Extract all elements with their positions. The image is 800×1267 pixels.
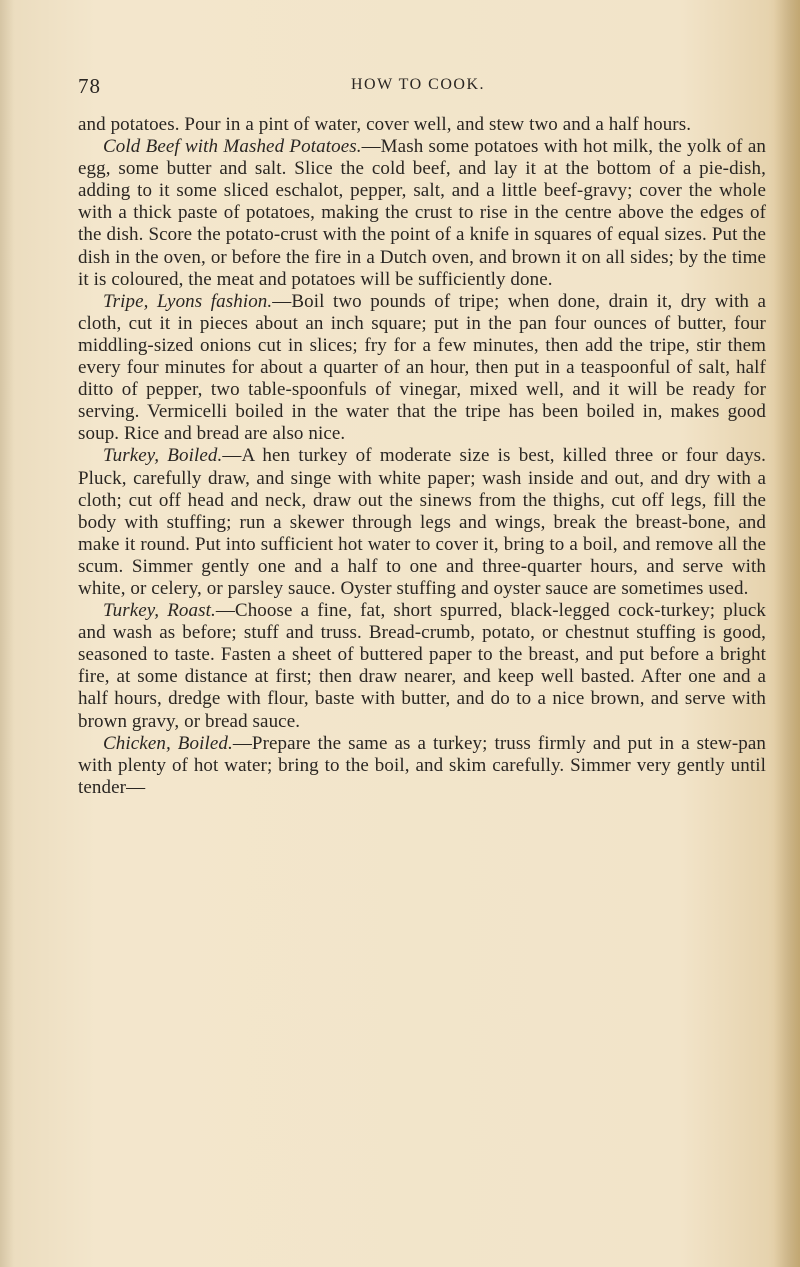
recipe-heading: Chicken, Boiled. <box>103 732 233 754</box>
recipe-body: —A hen turkey of moderate size is best, killed three or four days. Pluck, carefully draw, and singe with white paper; wash inside and out, and dry with a cloth; cut off head and neck, draw out the sinews from the thighs, cut off legs, fill the body with stuffing; run a skewer through legs and wings, break the breast-bone, and make it round. Put into sufficient hot water to cover it, bring to a boil, and remove all the scum. Simmer gently one and a half to one and three-quarter hours, and serve with white, or celery, or parsley sauce. Oyster stuffing and oyster sauce are sometimes used. <box>78 445 767 599</box>
recipe-heading: Turkey, Boiled. <box>103 445 223 467</box>
recipe-paragraph <box>78 733 766 799</box>
paragraph <box>78 114 766 136</box>
page-number: 78 <box>78 74 101 98</box>
page-gutter-shadow <box>0 0 14 1267</box>
recipe-heading: Turkey, Roast. <box>103 600 216 622</box>
running-title: HOW TO COOK. <box>350 76 485 93</box>
recipe-heading: Cold Beef with Mashed Potatoes. <box>103 136 362 158</box>
recipe-body: —Mash some potatoes with hot milk, the yolk of an egg, some butter and salt. Slice the cold beef, and lay it at the bottom of a pie-dish, adding to it some sliced eschalot, pepper, salt, and a little beef-gravy; cover the whole with a thick paste of potatoes, making the crust to rise in the centre above the edges of the dish. Score the potato-crust with the point of a knife in squares of equal sizes. Put the dish in the oven, or before the fire in a Dutch oven, and brown it on all sides; by the time it is coloured, the meat and potatoes will be sufficiently done. <box>78 136 766 290</box>
paragraph-text: and potatoes. Pour in a pint of water, cover well, and stew two and a half hours. <box>78 114 692 135</box>
recipe-text <box>78 114 766 799</box>
recipe-body: —Prepare the same as a turkey; truss firmly and put in a stew-pan with plenty of hot water; bring to the boil, and skim carefully. Simmer very gently until tender— <box>78 732 767 798</box>
page-header <box>78 74 758 98</box>
recipe-body: —Choose a fine, fat, short spurred, black-legged cock-turkey; pluck and wash as before; stuff and truss. Bread-crumb, potato, or chestnut stuffing is good, seasoned to taste. Fasten a sheet of buttered paper to the breast, and put before a bright fire, at some distance at first; then draw nearer, and keep well basted. After one and a half hours, dredge with flour, baste with butter, and do to a nice brown, and serve with brown gravy, or bread sauce. <box>78 600 766 732</box>
recipe-paragraph <box>78 136 766 291</box>
page-edge-shadow <box>774 0 800 1267</box>
recipe-paragraph <box>78 445 766 600</box>
recipe-paragraph <box>78 600 766 733</box>
recipe-paragraph <box>78 291 766 446</box>
recipe-heading: Tripe, Lyons fashion. <box>103 290 273 312</box>
recipe-body: —Boil two pounds of tripe; when done, drain it, dry with a cloth, cut it in pieces about an inch square; put in the pan four ounces of butter, four middling-sized onions cut in slices; fry for a few minutes, then add the tripe, stir them every four minutes for about a quarter of an hour, then put in a teaspoonful of salt, half ditto of pepper, two table-spoonfuls of vinegar, mixed well, and it will be ready for serving. Vermicelli boiled in the water that the tripe has been boiled in, makes good soup. Rice and bread are also nice. <box>78 290 766 445</box>
